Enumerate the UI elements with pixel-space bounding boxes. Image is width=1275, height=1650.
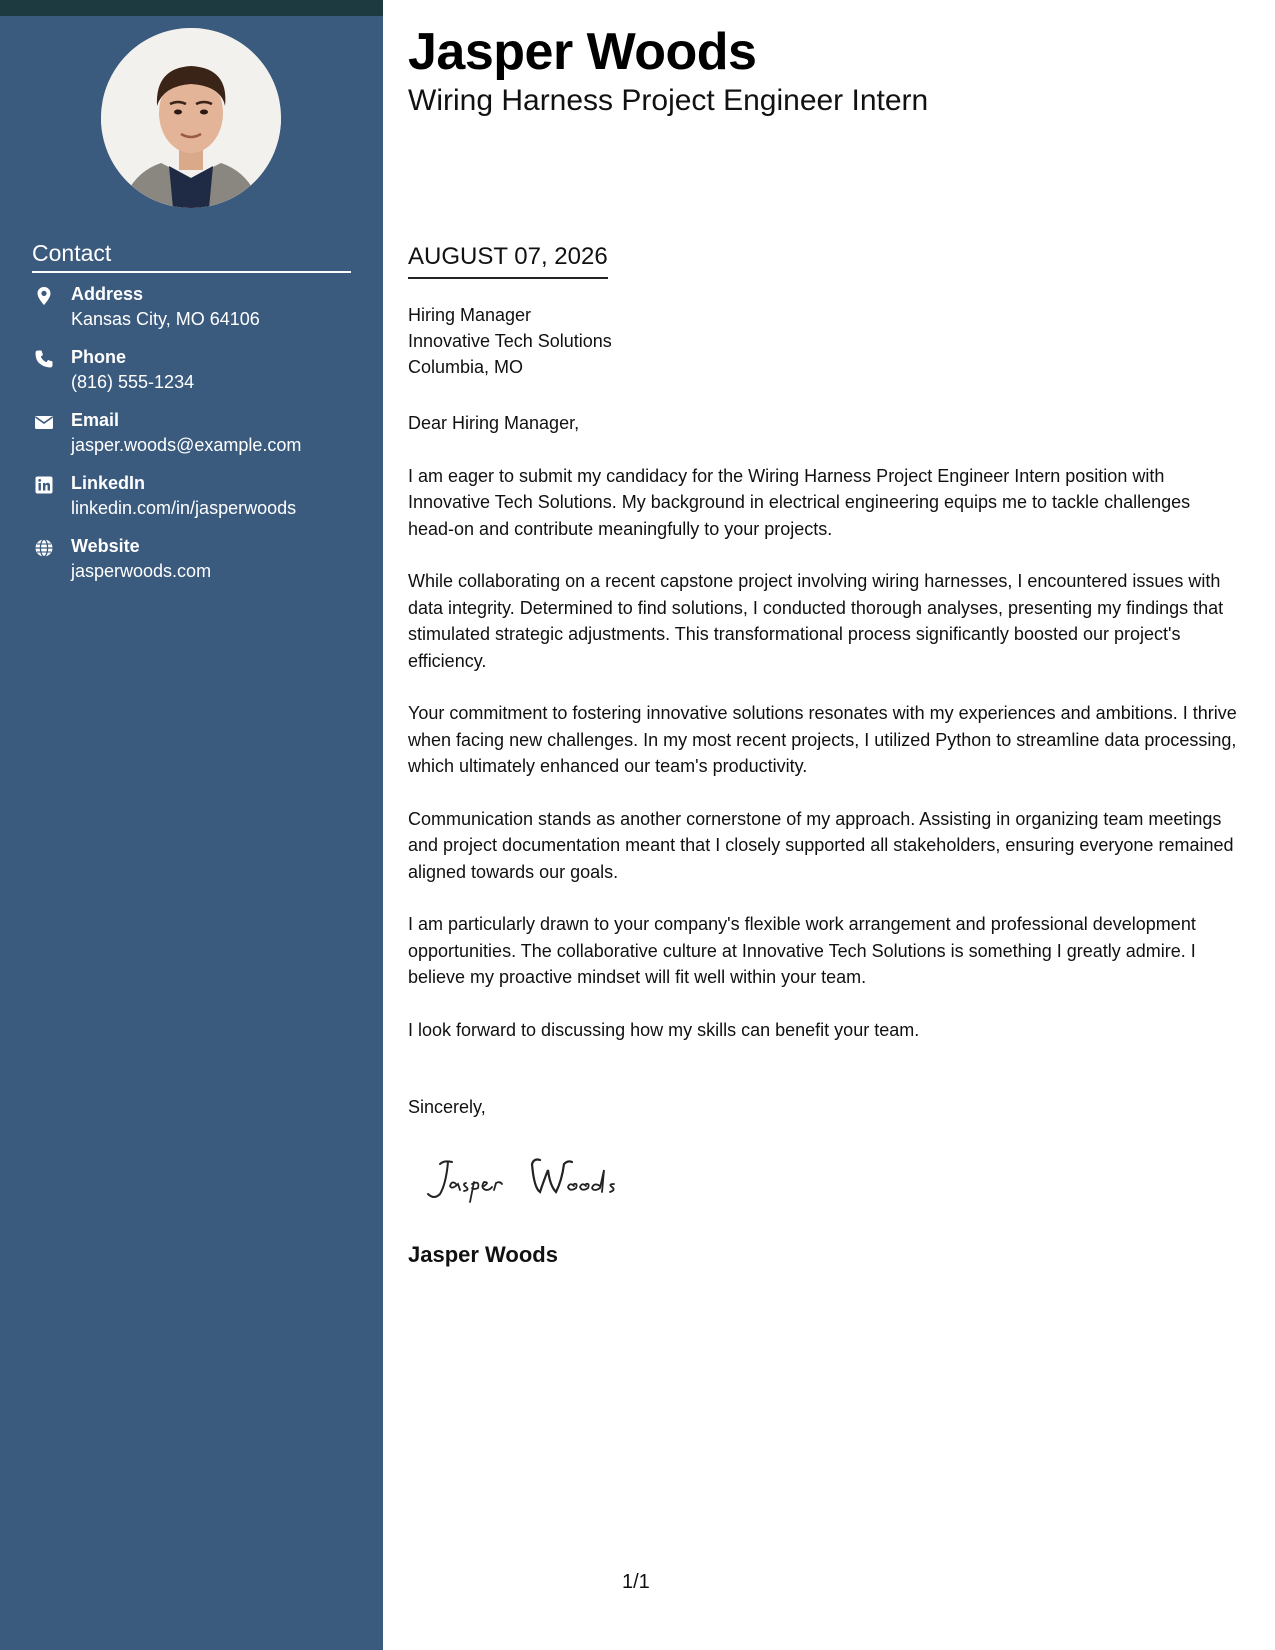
globe-icon [34,538,54,558]
contact-value[interactable]: linkedin.com/in/jasperwoods [71,498,297,518]
contact-item-linkedin [32,473,362,536]
contact-label: Email [71,410,120,430]
envelope-icon [34,412,54,432]
phone-icon [34,349,54,369]
salutation: Dear Hiring Manager, [408,413,580,433]
letter-paragraph: Communication stands as another cornerstone of my approach. Assisting in organizing team meetings and project documentation meant that I closely supported all stakeholders, ensuring everyone remained aligned towards our goals. [408,808,1234,882]
sidebar-top-bar [0,0,383,16]
applicant-name: Jasper Woods [408,23,757,81]
letter-paragraph: I am eager to submit my candidacy for the Wiring Harness Project Engineer Intern position with Innovative Tech Solutions. My background in electrical engineering equips me to tackle challenges head-on and contribute meaningfully to your projects. [408,465,1191,539]
closing: Sincerely, [408,1097,486,1117]
contact-value[interactable]: jasperwoods.com [71,561,212,581]
letter-paragraph: I am particularly drawn to your company's flexible work arrangement and professional development opportunities. The collaborative culture at Innovative Tech Solutions is something I greatly admire. I believe my proactive mindset will fit well within your team. [408,914,1196,987]
contact-item-email [32,410,362,473]
handwritten-signature [422,1150,662,1215]
letter-date: AUGUST 07, 2026 [408,243,608,279]
linkedin-icon [34,475,54,495]
applicant-role: Wiring Harness Project Engineer Intern [408,84,929,117]
letter-paragraph: I look forward to discussing how my skills can benefit your team. [408,1019,920,1040]
contact-item-address [32,284,362,347]
signed-name: Jasper Woods [408,1242,558,1267]
contact-label: Address [71,284,144,304]
recipient-line: Innovative Tech Solutions [408,331,612,351]
contact-item-website [32,536,362,599]
contact-heading: Contact [32,240,351,273]
location-pin-icon [34,286,54,306]
recipient-line: Columbia, MO [408,357,524,377]
contact-value: (816) 555-1234 [71,372,195,392]
letter-paragraph: While collaborating on a recent capstone project involving wiring harnesses, I encountered issues with data integrity. Determined to find solutions, I conducted thorough analyses, presenting my findings that stimulated strategic adjustments. This transformational process significantly boosted our project's efficiency. [408,571,1224,671]
contact-label: LinkedIn [71,473,146,493]
sidebar [0,0,383,1650]
avatar [101,28,281,208]
contact-list [32,284,362,599]
letter-paragraph: Your commitment to fostering innovative solutions resonates with my experiences and ambitions. I thrive when facing new challenges. In my most recent projects, I utilized Python to streamline data processing, which ultimately enhanced our team's productivity. [408,703,1237,776]
contact-value: Kansas City, MO 64106 [71,309,260,329]
contact-label: Phone [71,347,127,367]
page-number: 1/1 [622,1571,650,1593]
contact-value: jasper.woods@example.com [71,435,302,455]
recipient-line: Hiring Manager [408,305,532,325]
contact-item-phone [32,347,362,410]
letter-body [408,410,1238,1069]
contact-label: Website [71,536,140,556]
recipient-block [408,302,612,380]
